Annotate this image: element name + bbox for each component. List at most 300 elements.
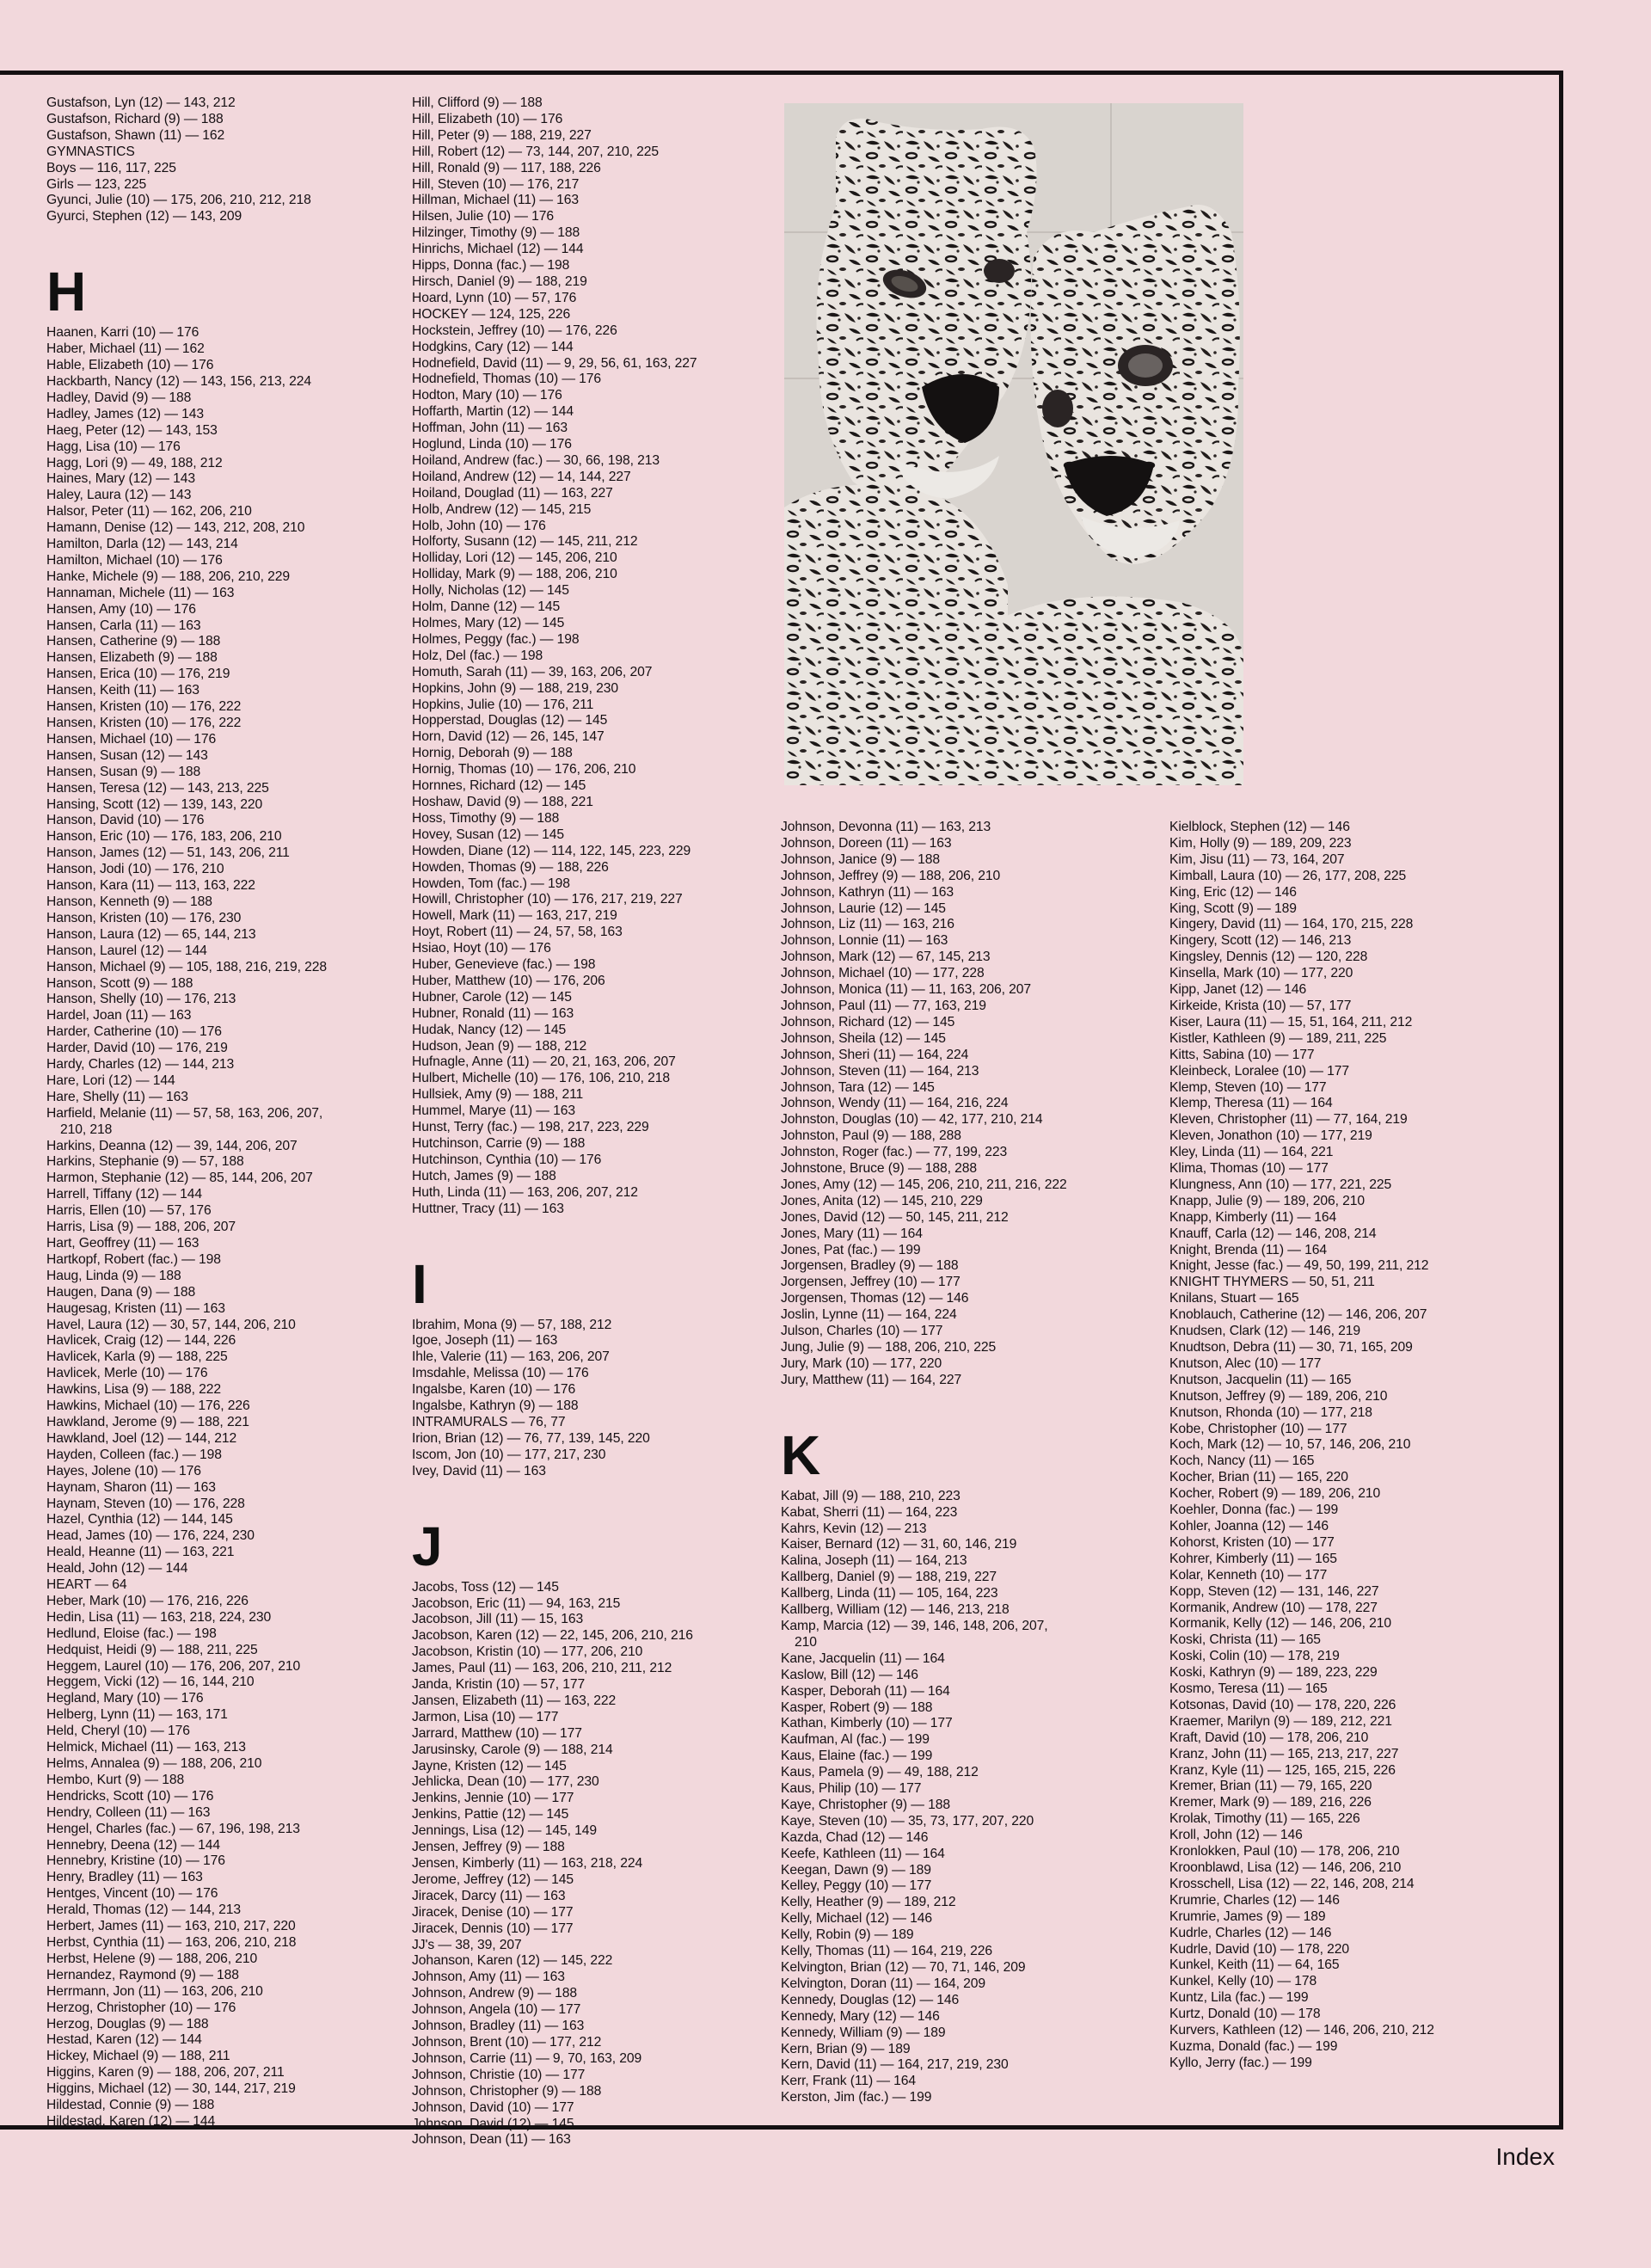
index-entry: Knutson, Alec (10) — 177 xyxy=(1169,1355,1322,1371)
index-entry: Kaiser, Bernard (12) — 31, 60, 146, 219 xyxy=(781,1537,1017,1552)
index-entry: Gustafson, Lyn (12) — 143, 212 xyxy=(46,95,236,110)
index-entry: Halsor, Peter (11) — 162, 206, 210 xyxy=(46,504,252,519)
index-entry: Hutch, James (9) — 188 xyxy=(412,1168,556,1183)
index-entry: Haines, Mary (12) — 143 xyxy=(46,471,195,487)
index-entry: Hodgkins, Cary (12) — 144 xyxy=(412,339,574,354)
index-entry: Kaslow, Bill (12) — 146 xyxy=(781,1667,918,1682)
index-entry: King, Eric (12) — 146 xyxy=(1169,884,1297,900)
index-entry: Hansen, Amy (10) — 176 xyxy=(46,601,196,617)
index-entry: Jiracek, Darcy (11) — 163 xyxy=(412,1888,566,1903)
index-entry: Hamilton, Michael (10) — 176 xyxy=(46,552,223,568)
index-entry: Kotsonas, David (10) — 178, 220, 226 xyxy=(1169,1697,1396,1712)
index-entry: Jensen, Kimberly (11) — 163, 218, 224 xyxy=(412,1856,643,1871)
index-entry: Hansing, Scott (12) — 139, 143, 220 xyxy=(46,796,263,812)
index-entry: Knight, Brenda (11) — 164 xyxy=(1169,1242,1327,1257)
index-entry: Iscom, Jon (10) — 177, 217, 230 xyxy=(412,1447,606,1462)
index-entry: Kerr, Frank (11) — 164 xyxy=(781,2074,917,2089)
index-entry: Herrmann, Jon (11) — 163, 206, 210 xyxy=(46,1983,263,1999)
index-entry: Hernandez, Raymond (9) — 188 xyxy=(46,1967,239,1982)
index-entry: Keegan, Dawn (9) — 189 xyxy=(781,1862,931,1878)
index-entry: Horn, David (12) — 26, 145, 147 xyxy=(412,729,605,745)
index-entry: Hoss, Timothy (9) — 188 xyxy=(412,810,560,826)
index-entry: Hildestad, Karen (12) — 144 xyxy=(46,2113,216,2129)
index-entry: Koski, Christa (11) — 165 xyxy=(1169,1632,1321,1648)
index-entry: James, Paul (11) — 163, 206, 210, 211, 212 xyxy=(412,1661,672,1676)
index-entry: Herald, Thomas (12) — 144, 213 xyxy=(46,1902,242,1918)
index-entry: Hill, Ronald (9) — 117, 188, 226 xyxy=(412,160,601,175)
index-entry: Kennedy, Douglas (12) — 146 xyxy=(781,1992,960,2007)
index-entry: Kabat, Jill (9) — 188, 210, 223 xyxy=(781,1488,961,1503)
index-entry: Hare, Lori (12) — 144 xyxy=(46,1073,175,1088)
index-entry: Ingalsbe, Karen (10) — 176 xyxy=(412,1382,576,1398)
index-entry: Johnson, Kathryn (11) — 163 xyxy=(781,884,954,900)
index-entry: Hornnes, Richard (12) — 145 xyxy=(412,778,586,794)
index-entry: Hornig, Thomas (10) — 176, 206, 210 xyxy=(412,762,636,778)
index-entry: Kelly, Heather (9) — 189, 212 xyxy=(781,1895,956,1910)
index-entry: Jennings, Lisa (12) — 145, 149 xyxy=(412,1823,598,1839)
index-entry: Hufnagle, Anne (11) — 20, 21, 163, 206, 207 xyxy=(412,1054,676,1070)
index-entry: Holz, Del (fac.) — 198 xyxy=(412,648,543,663)
index-entry: Jacobson, Eric (11) — 94, 163, 215 xyxy=(412,1595,621,1611)
index-entry: Klungness, Ann (10) — 177, 221, 225 xyxy=(1169,1177,1392,1192)
index-entry: Hansen, Keith (11) — 163 xyxy=(46,683,199,698)
index-entry: Knutson, Jeffrey (9) — 189, 206, 210 xyxy=(1169,1388,1388,1404)
index-entry: Johnson, Tara (12) — 145 xyxy=(781,1079,935,1095)
index-entry: Hoffman, John (11) — 163 xyxy=(412,421,568,436)
index-entry: Kraft, David (10) — 178, 206, 210 xyxy=(1169,1730,1369,1745)
index-entry: Kathan, Kimberly (10) — 177 xyxy=(781,1716,953,1731)
index-entry: Hodton, Mary (10) — 176 xyxy=(412,388,562,403)
index-entry: Kunkel, Keith (11) — 64, 165 xyxy=(1169,1958,1340,1973)
index-entry: Kudrle, David (10) — 178, 220 xyxy=(1169,1941,1349,1957)
index-entry: 210 xyxy=(795,1634,817,1650)
index-entry: Johnson, Devonna (11) — 163, 213 xyxy=(781,820,991,834)
index-entry: KNIGHT THYMERS — 50, 51, 211 xyxy=(1169,1275,1375,1290)
index-entry: Higgins, Michael (12) — 30, 144, 217, 219 xyxy=(46,2081,296,2097)
index-entry: Hawkins, Lisa (9) — 188, 222 xyxy=(46,1382,221,1398)
index-entry: Kasper, Robert (9) — 188 xyxy=(781,1699,933,1715)
index-entry: Hansen, Teresa (12) — 143, 213, 225 xyxy=(46,780,269,796)
index-entry: Hubner, Ronald (11) — 163 xyxy=(412,1005,574,1021)
index-entry: Knutson, Rhonda (10) — 177, 218 xyxy=(1169,1404,1372,1420)
index-column-4 xyxy=(1169,820,1434,2072)
index-entry: Hopperstad, Douglas (12) — 145 xyxy=(412,713,608,728)
index-entry: Hansen, Elizabeth (9) — 188 xyxy=(46,650,218,666)
index-entry: Holliday, Lori (12) — 145, 206, 210 xyxy=(412,550,617,566)
index-entry: Hestad, Karen (12) — 144 xyxy=(46,2032,202,2048)
index-entry: Hansen, Kristen (10) — 176, 222 xyxy=(46,716,242,730)
index-entry: Hill, Steven (10) — 176, 217 xyxy=(412,176,580,192)
index-entry: Hannaman, Michele (11) — 163 xyxy=(46,585,235,600)
index-entry: Ivey, David (11) — 163 xyxy=(412,1463,546,1478)
index-entry: Jacobson, Kristin (10) — 177, 206, 210 xyxy=(412,1644,643,1660)
index-entry: Kleven, Christopher (11) — 77, 164, 219 xyxy=(1169,1112,1408,1128)
index-entry: Hinrichs, Michael (12) — 144 xyxy=(412,242,584,257)
index-entry: Harkins, Deanna (12) — 39, 144, 206, 207 xyxy=(46,1138,298,1153)
index-entry: Johnson, Sheila (12) — 145 xyxy=(781,1030,946,1046)
index-entry: Kirkeide, Krista (10) — 57, 177 xyxy=(1169,998,1352,1013)
index-entry: Kelly, Robin (9) — 189 xyxy=(781,1927,914,1943)
index-entry: Kremer, Mark (9) — 189, 216, 226 xyxy=(1169,1795,1372,1810)
index-entry: Kosmo, Teresa (11) — 165 xyxy=(1169,1681,1328,1697)
index-entry: Herbst, Helene (9) — 188, 206, 210 xyxy=(46,1951,258,1966)
index-entry: Kelley, Peggy (10) — 177 xyxy=(781,1878,932,1894)
index-entry: Kaus, Pamela (9) — 49, 188, 212 xyxy=(781,1765,979,1780)
index-entry: Johnson, Mark (12) — 67, 145, 213 xyxy=(781,950,991,965)
index-entry: Kennedy, Mary (12) — 146 xyxy=(781,2008,940,2024)
index-entry: Gustafson, Richard (9) — 188 xyxy=(46,111,224,126)
index-entry: Hill, Peter (9) — 188, 219, 227 xyxy=(412,127,592,143)
index-entry: Haber, Michael (11) — 162 xyxy=(46,341,205,357)
index-entry: Johnson, Lonnie (11) — 163 xyxy=(781,933,948,949)
index-entry: Kudrle, Charles (12) — 146 xyxy=(1169,1925,1332,1940)
index-entry: Johnson, Doreen (11) — 163 xyxy=(781,835,952,851)
index-entry: Harmon, Stephanie (12) — 85, 144, 206, 207 xyxy=(46,1171,313,1186)
index-entry: Hockstein, Jeffrey (10) — 176, 226 xyxy=(412,323,617,338)
index-entry: Koski, Colin (10) — 178, 219 xyxy=(1169,1649,1340,1664)
index-entry: Hegland, Mary (10) — 176 xyxy=(46,1691,204,1706)
index-entry: Hanson, James (12) — 51, 143, 206, 211 xyxy=(46,845,290,861)
index-entry: Howden, Diane (12) — 114, 122, 145, 223, 229 xyxy=(412,843,691,858)
index-entry: Hayes, Jolene (10) — 176 xyxy=(46,1463,201,1478)
index-entry: Haanen, Karri (10) — 176 xyxy=(46,325,199,341)
index-entry: Heggem, Laurel (10) — 176, 206, 207, 210 xyxy=(46,1658,301,1674)
index-entry: Holb, Andrew (12) — 145, 215 xyxy=(412,501,592,517)
index-entry: Jones, Amy (12) — 145, 206, 210, 211, 216, 222 xyxy=(781,1177,1067,1192)
index-entry: Jenkins, Pattie (12) — 145 xyxy=(412,1807,569,1822)
index-entry: Boys — 116, 117, 225 xyxy=(46,160,176,175)
index-entry: Kallberg, Daniel (9) — 188, 219, 227 xyxy=(781,1570,997,1585)
index-entry: Jarusinsky, Carole (9) — 188, 214 xyxy=(412,1742,613,1757)
index-entry: Hubner, Carole (12) — 145 xyxy=(412,989,572,1005)
index-entry: Hopkins, John (9) — 188, 219, 230 xyxy=(412,680,619,696)
index-entry: Kelly, Thomas (11) — 164, 219, 226 xyxy=(781,1944,992,1959)
index-entry: Haynam, Sharon (11) — 163 xyxy=(46,1479,216,1495)
index-entry: Hart, Geoffrey (11) — 163 xyxy=(46,1236,199,1251)
index-entry: Hanson, David (10) — 176 xyxy=(46,813,205,828)
index-entry: Kaufman, Al (fac.) — 199 xyxy=(781,1732,930,1748)
index-entry: Kitts, Sabina (10) — 177 xyxy=(1169,1047,1315,1062)
index-entry: Hadley, David (9) — 188 xyxy=(46,390,192,405)
index-entry: Jiracek, Dennis (10) — 177 xyxy=(412,1921,574,1936)
index-entry: Knauff, Carla (12) — 146, 208, 214 xyxy=(1169,1226,1377,1241)
index-entry: Hornig, Deborah (9) — 188 xyxy=(412,746,573,761)
index-entry: Knight, Jesse (fac.) — 49, 50, 199, 211, 212 xyxy=(1169,1258,1429,1274)
index-entry: Jones, Pat (fac.) — 199 xyxy=(781,1242,921,1257)
index-entry: Kallberg, William (12) — 146, 213, 218 xyxy=(781,1602,1010,1618)
index-entry: Hansen, Carla (11) — 163 xyxy=(46,618,201,633)
index-entry: Kalina, Joseph (11) — 164, 213 xyxy=(781,1553,967,1569)
index-entry: Hsiao, Hoyt (10) — 176 xyxy=(412,941,551,956)
index-entry: Howden, Thomas (9) — 188, 226 xyxy=(412,859,609,875)
index-entry: Hansen, Kristen (10) — 176, 222 xyxy=(46,699,242,715)
index-entry: Kurvers, Kathleen (12) — 146, 206, 210, 212 xyxy=(1169,2023,1434,2038)
index-entry: Hummel, Marye (11) — 163 xyxy=(412,1103,575,1119)
index-entry: Hill, Elizabeth (10) — 176 xyxy=(412,111,563,126)
index-entry: Keefe, Kathleen (11) — 164 xyxy=(781,1846,945,1861)
index-entry: Huth, Linda (11) — 163, 206, 207, 212 xyxy=(412,1184,638,1200)
index-entry: Kistler, Kathleen (9) — 189, 211, 225 xyxy=(1169,1030,1387,1046)
index-entry: Homuth, Sarah (11) — 39, 163, 206, 207 xyxy=(412,664,653,679)
index-entry: Hardy, Charles (12) — 144, 213 xyxy=(46,1057,235,1073)
index-entry: Haley, Laura (12) — 143 xyxy=(46,488,192,503)
index-entry: Ingalsbe, Kathryn (9) — 188 xyxy=(412,1398,579,1414)
index-entry: Jayne, Kristen (12) — 145 xyxy=(412,1758,567,1773)
index-entry: Harris, Lisa (9) — 188, 206, 207 xyxy=(46,1220,236,1235)
index-entry: Krumrie, James (9) — 189 xyxy=(1169,1908,1326,1924)
index-entry: Kazda, Chad (12) — 146 xyxy=(781,1829,929,1845)
index-entry: Joslin, Lynne (11) — 164, 224 xyxy=(781,1307,957,1323)
index-entry: Helmick, Michael (11) — 163, 213 xyxy=(46,1740,246,1755)
index-entry: Kolar, Kenneth (10) — 177 xyxy=(1169,1567,1328,1583)
index-entry: Harrell, Tiffany (12) — 144 xyxy=(46,1187,202,1202)
index-entry: Kohrer, Kimberly (11) — 165 xyxy=(1169,1551,1337,1566)
index-entry: Heber, Mark (10) — 176, 216, 226 xyxy=(46,1593,249,1608)
index-entry: Johnson, Amy (11) — 163 xyxy=(412,1970,565,1985)
index-entry: Hanson, Michael (9) — 105, 188, 216, 219, 228 xyxy=(46,959,328,974)
index-entry: Klima, Thomas (10) — 177 xyxy=(1169,1161,1329,1177)
index-entry: Jenkins, Jennie (10) — 177 xyxy=(412,1791,574,1806)
index-entry: Hudak, Nancy (12) — 145 xyxy=(412,1022,567,1037)
index-entry: Hawkland, Jerome (9) — 188, 221 xyxy=(46,1414,249,1429)
index-entry: Hanson, Laurel (12) — 144 xyxy=(46,943,207,958)
index-entry: Kim, Jisu (11) — 73, 164, 207 xyxy=(1169,851,1345,867)
index-entry: Haeg, Peter (12) — 143, 153 xyxy=(46,422,218,438)
index-entry: Huber, Matthew (10) — 176, 206 xyxy=(412,973,605,988)
index-column-3 xyxy=(781,820,1067,2106)
index-entry: Hanke, Michele (9) — 188, 206, 210, 229 xyxy=(46,569,291,584)
index-entry: Herzog, Christopher (10) — 176 xyxy=(46,2000,236,2015)
index-entry: Girls — 123, 225 xyxy=(46,176,147,192)
index-entry: Hennebry, Deena (12) — 144 xyxy=(46,1837,221,1853)
index-entry: King, Scott (9) — 189 xyxy=(1169,900,1297,916)
index-entry: Knoblauch, Catherine (12) — 146, 206, 207 xyxy=(1169,1307,1427,1323)
index-entry: JJ's — 38, 39, 207 xyxy=(412,1937,522,1952)
index-entry: Jones, Mary (11) — 164 xyxy=(781,1226,923,1241)
index-entry: Koski, Kathryn (9) — 189, 223, 229 xyxy=(1169,1665,1378,1681)
index-entry: Helberg, Lynn (11) — 163, 171 xyxy=(46,1707,228,1723)
index-entry: Koch, Nancy (11) — 165 xyxy=(1169,1454,1315,1469)
index-entry: Imsdahle, Melissa (10) — 176 xyxy=(412,1366,589,1381)
index-entry: Kabat, Sherri (11) — 164, 223 xyxy=(781,1504,958,1520)
index-entry: Hickey, Michael (9) — 188, 211 xyxy=(46,2049,230,2064)
index-entry: Hovey, Susan (12) — 145 xyxy=(412,827,565,842)
index-entry: Kohorst, Kristen (10) — 177 xyxy=(1169,1534,1335,1550)
index-entry: Kern, David (11) — 164, 217, 219, 230 xyxy=(781,2057,1009,2073)
index-entry: Hoglund, Linda (10) — 176 xyxy=(412,437,572,452)
index-column-2 xyxy=(412,95,697,2148)
index-entry: Higgins, Karen (9) — 188, 206, 207, 211 xyxy=(46,2065,285,2081)
index-entry: Kipp, Janet (12) — 146 xyxy=(1169,982,1307,998)
index-entry: Haugesag, Kristen (11) — 163 xyxy=(46,1300,225,1316)
index-entry: Johnston, Paul (9) — 188, 288 xyxy=(781,1128,961,1144)
index-entry: Kelly, Michael (12) — 146 xyxy=(781,1911,932,1927)
index-entry: Johnson, Sheri (11) — 164, 224 xyxy=(781,1047,969,1062)
index-entry: Kasper, Deborah (11) — 164 xyxy=(781,1683,950,1699)
index-entry: Johnson, Liz (11) — 163, 216 xyxy=(781,917,954,932)
index-entry: Kim, Holly (9) — 189, 209, 223 xyxy=(1169,835,1352,851)
index-entry: Johnson, Steven (11) — 164, 213 xyxy=(781,1063,979,1079)
index-entry: Hoshaw, David (9) — 188, 221 xyxy=(412,794,593,809)
index-entry: Heald, John (12) — 144 xyxy=(46,1561,188,1577)
index-entry: Jury, Matthew (11) — 164, 227 xyxy=(781,1372,962,1387)
section-spacer xyxy=(46,225,327,258)
index-entry: Jorgensen, Jeffrey (10) — 177 xyxy=(781,1275,961,1290)
index-entry: Janda, Kristin (10) — 57, 177 xyxy=(412,1677,586,1693)
index-entry: Johnson, Angela (10) — 177 xyxy=(412,2002,581,2018)
index-entry: Hedquist, Heidi (9) — 188, 211, 225 xyxy=(46,1642,258,1657)
index-entry: Klemp, Steven (10) — 177 xyxy=(1169,1079,1327,1095)
section-spacer xyxy=(412,1218,697,1251)
index-entry: Johnson, Bradley (11) — 163 xyxy=(412,2019,585,2034)
index-entry: Haug, Linda (9) — 188 xyxy=(46,1268,181,1283)
index-entry: INTRAMURALS — 76, 77 xyxy=(412,1414,566,1429)
index-entry: GYMNASTICS xyxy=(46,144,135,159)
index-entry: Koch, Mark (12) — 10, 57, 146, 206, 210 xyxy=(1169,1437,1411,1453)
index-entry: Hoard, Lynn (10) — 57, 176 xyxy=(412,290,577,305)
index-entry: Harkins, Stephanie (9) — 57, 188 xyxy=(46,1154,244,1170)
index-entry: Hodnefield, Thomas (10) — 176 xyxy=(412,372,602,387)
index-entry: Gyurci, Stephen (12) — 143, 209 xyxy=(46,209,242,224)
index-entry: Hable, Elizabeth (10) — 176 xyxy=(46,358,214,373)
index-entry: Hendricks, Scott (10) — 176 xyxy=(46,1788,214,1804)
index-entry: Hill, Clifford (9) — 188 xyxy=(412,95,543,110)
index-entry: Hansen, Catherine (9) — 188 xyxy=(46,634,221,649)
index-entry: Havel, Laura (12) — 30, 57, 144, 206, 210 xyxy=(46,1317,296,1332)
index-entry: Hoffarth, Martin (12) — 144 xyxy=(412,404,574,420)
index-entry: Hazel, Cynthia (12) — 144, 145 xyxy=(46,1512,233,1527)
index-entry: Johnston, Douglas (10) — 42, 177, 210, 214 xyxy=(781,1112,1043,1128)
index-entry: Johnson, Christie (10) — 177 xyxy=(412,2067,586,2082)
index-entry: Johnson, Paul (11) — 77, 163, 219 xyxy=(781,998,986,1013)
index-entry: Jorgensen, Thomas (12) — 146 xyxy=(781,1291,969,1306)
index-entry: Gustafson, Shawn (11) — 162 xyxy=(46,127,225,143)
index-column-1 xyxy=(46,95,327,2130)
index-entry: Knapp, Julie (9) — 189, 206, 210 xyxy=(1169,1193,1366,1208)
index-entry: Kamp, Marcia (12) — 39, 146, 148, 206, 207, xyxy=(781,1618,1048,1633)
index-entry: Kormanik, Kelly (12) — 146, 206, 210 xyxy=(1169,1616,1391,1632)
index-entry: Haugen, Dana (9) — 188 xyxy=(46,1284,196,1300)
index-entry: Jury, Mark (10) — 177, 220 xyxy=(781,1355,942,1371)
index-entry: Henry, Bradley (11) — 163 xyxy=(46,1870,203,1885)
index-entry: Herzog, Douglas (9) — 188 xyxy=(46,2016,209,2031)
index-entry: Jiracek, Denise (10) — 177 xyxy=(412,1904,574,1920)
index-entry: Hanson, Shelly (10) — 176, 213 xyxy=(46,992,236,1007)
index-entry: Hartkopf, Robert (fac.) — 198 xyxy=(46,1251,221,1267)
index-entry: Heald, Heanne (11) — 163, 221 xyxy=(46,1545,235,1560)
index-entry: Johnston, Roger (fac.) — 77, 199, 223 xyxy=(781,1145,1008,1160)
index-entry: Knudtson, Debra (11) — 30, 71, 165, 209 xyxy=(1169,1340,1413,1355)
index-entry: Kerston, Jim (fac.) — 199 xyxy=(781,2090,932,2105)
index-entry: Hullsiek, Amy (9) — 188, 211 xyxy=(412,1087,584,1103)
index-entry: Johnson, David (12) — 145 xyxy=(412,2116,574,2131)
index-entry: Hansen, Susan (9) — 188 xyxy=(46,764,201,779)
index-entry: Hare, Shelly (11) — 163 xyxy=(46,1089,188,1104)
index-entry: Kohler, Joanna (12) — 146 xyxy=(1169,1518,1329,1534)
index-entry: Hengel, Charles (fac.) — 67, 196, 198, 213 xyxy=(46,1821,300,1836)
index-entry: Kocher, Brian (11) — 165, 220 xyxy=(1169,1470,1348,1485)
index-entry: Jacobs, Toss (12) — 145 xyxy=(412,1579,559,1595)
index-entry: Hutchinson, Cynthia (10) — 176 xyxy=(412,1152,602,1167)
index-entry: Johnson, David (10) — 177 xyxy=(412,2099,574,2115)
index-entry: Kelvington, Brian (12) — 70, 71, 146, 209 xyxy=(781,1960,1026,1975)
index-entry: Knudsen, Clark (12) — 146, 219 xyxy=(1169,1324,1360,1339)
index-entry: Hilzinger, Timothy (9) — 188 xyxy=(412,225,580,241)
index-entry: Jones, Anita (12) — 145, 210, 229 xyxy=(781,1193,983,1208)
index-entry: Kane, Jacquelin (11) — 164 xyxy=(781,1650,945,1666)
index-entry: Kormanik, Andrew (10) — 178, 227 xyxy=(1169,1600,1378,1615)
index-entry: Head, James (10) — 176, 224, 230 xyxy=(46,1528,255,1544)
index-entry: Kocher, Robert (9) — 189, 206, 210 xyxy=(1169,1486,1381,1502)
index-entry: Hamann, Denise (12) — 143, 212, 208, 210 xyxy=(46,520,305,536)
index-entry: Krolak, Timothy (11) — 165, 226 xyxy=(1169,1811,1360,1827)
index-entry: Howell, Mark (11) — 163, 217, 219 xyxy=(412,908,617,924)
index-entry: Kraemer, Marilyn (9) — 189, 212, 221 xyxy=(1169,1713,1392,1729)
index-entry: Kern, Brian (9) — 189 xyxy=(781,2041,911,2056)
index-entry: Hanson, Kenneth (9) — 188 xyxy=(46,894,212,909)
index-entry: Hentges, Vincent (10) — 176 xyxy=(46,1886,218,1902)
index-entry: Johnson, Dean (11) — 163 xyxy=(412,2132,571,2148)
index-entry: Holb, John (10) — 176 xyxy=(412,518,546,533)
index-entry: Kaye, Steven (10) — 35, 73, 177, 207, 220 xyxy=(781,1813,1034,1829)
index-entry: Harfield, Melanie (11) — 57, 58, 163, 206, 207, xyxy=(46,1105,323,1121)
index-entry: Kopp, Steven (12) — 131, 146, 227 xyxy=(1169,1583,1379,1599)
index-entry: Hanson, Laura (12) — 65, 144, 213 xyxy=(46,926,256,942)
index-entry: Hamilton, Darla (12) — 143, 214 xyxy=(46,537,238,552)
index-entry: Kley, Linda (11) — 164, 221 xyxy=(1169,1145,1334,1160)
index-entry: Hembo, Kurt (9) — 188 xyxy=(46,1772,185,1787)
index-entry: Hagg, Lori (9) — 49, 188, 212 xyxy=(46,455,223,470)
index-entry: Krumrie, Charles (12) — 146 xyxy=(1169,1892,1340,1908)
index-entry: Jarrard, Matthew (10) — 177 xyxy=(412,1725,582,1741)
index-entry: Hansen, Michael (10) — 176 xyxy=(46,731,217,747)
index-entry: Hanson, Eric (10) — 176, 183, 206, 210 xyxy=(46,829,282,845)
index-entry: Hackbarth, Nancy (12) — 143, 156, 213, 224 xyxy=(46,373,311,389)
index-entry: Klemp, Theresa (11) — 164 xyxy=(1169,1096,1333,1111)
index-entry: Knilans, Stuart — 165 xyxy=(1169,1291,1299,1306)
index-entry: Kingsley, Dennis (12) — 120, 228 xyxy=(1169,950,1368,965)
index-entry: Kurtz, Donald (10) — 178 xyxy=(1169,2007,1321,2022)
index-entry: Irion, Brian (12) — 76, 77, 139, 145, 220 xyxy=(412,1430,650,1446)
index-entry: Hanson, Kara (11) — 113, 163, 222 xyxy=(46,878,255,894)
index-entry: HOCKEY — 124, 125, 226 xyxy=(412,306,571,322)
index-entry: Jung, Julie (9) — 188, 206, 210, 225 xyxy=(781,1340,997,1355)
index-entry: Helms, Annalea (9) — 188, 206, 210 xyxy=(46,1756,262,1771)
index-entry: Hansen, Susan (12) — 143 xyxy=(46,747,208,763)
index-entry: Holm, Danne (12) — 145 xyxy=(412,599,561,615)
index-entry: Holmes, Mary (12) — 145 xyxy=(412,616,565,630)
index-entry: Kinsella, Mark (10) — 177, 220 xyxy=(1169,966,1353,981)
index-entry: Jorgensen, Bradley (9) — 188 xyxy=(781,1258,959,1274)
index-entry: Kremer, Brian (11) — 79, 165, 220 xyxy=(1169,1779,1372,1794)
index-entry: Held, Cheryl (10) — 176 xyxy=(46,1724,190,1739)
index-entry: Hoyt, Robert (11) — 24, 57, 58, 163 xyxy=(412,925,623,940)
index-entry: Howill, Christopher (10) — 176, 217, 219, 227 xyxy=(412,892,683,907)
index-entry: Hedlund, Eloise (fac.) — 198 xyxy=(46,1626,217,1641)
index-entry: Jansen, Elizabeth (11) — 163, 222 xyxy=(412,1693,617,1708)
index-entry: Johnson, Carrie (11) — 9, 70, 163, 209 xyxy=(412,2050,642,2066)
index-entry: Jensen, Jeffrey (9) — 188 xyxy=(412,1840,565,1855)
index-entry: Koehler, Donna (fac.) — 199 xyxy=(1169,1503,1339,1518)
index-entry: Johanson, Karen (12) — 145, 222 xyxy=(412,1953,613,1969)
index-entry: Jehlicka, Dean (10) — 177, 230 xyxy=(412,1774,599,1790)
index-entry: Knapp, Kimberly (11) — 164 xyxy=(1169,1209,1337,1225)
index-entry: Hulbert, Michelle (10) — 176, 106, 210, 218 xyxy=(412,1071,671,1086)
index-entry: Kaus, Elaine (fac.) — 199 xyxy=(781,1749,933,1764)
index-entry: Kennedy, William (9) — 189 xyxy=(781,2025,946,2040)
index-entry: Jacobson, Jill (11) — 15, 163 xyxy=(412,1612,584,1627)
index-entry: Kyllo, Jerry (fac.) — 199 xyxy=(1169,2055,1312,2070)
